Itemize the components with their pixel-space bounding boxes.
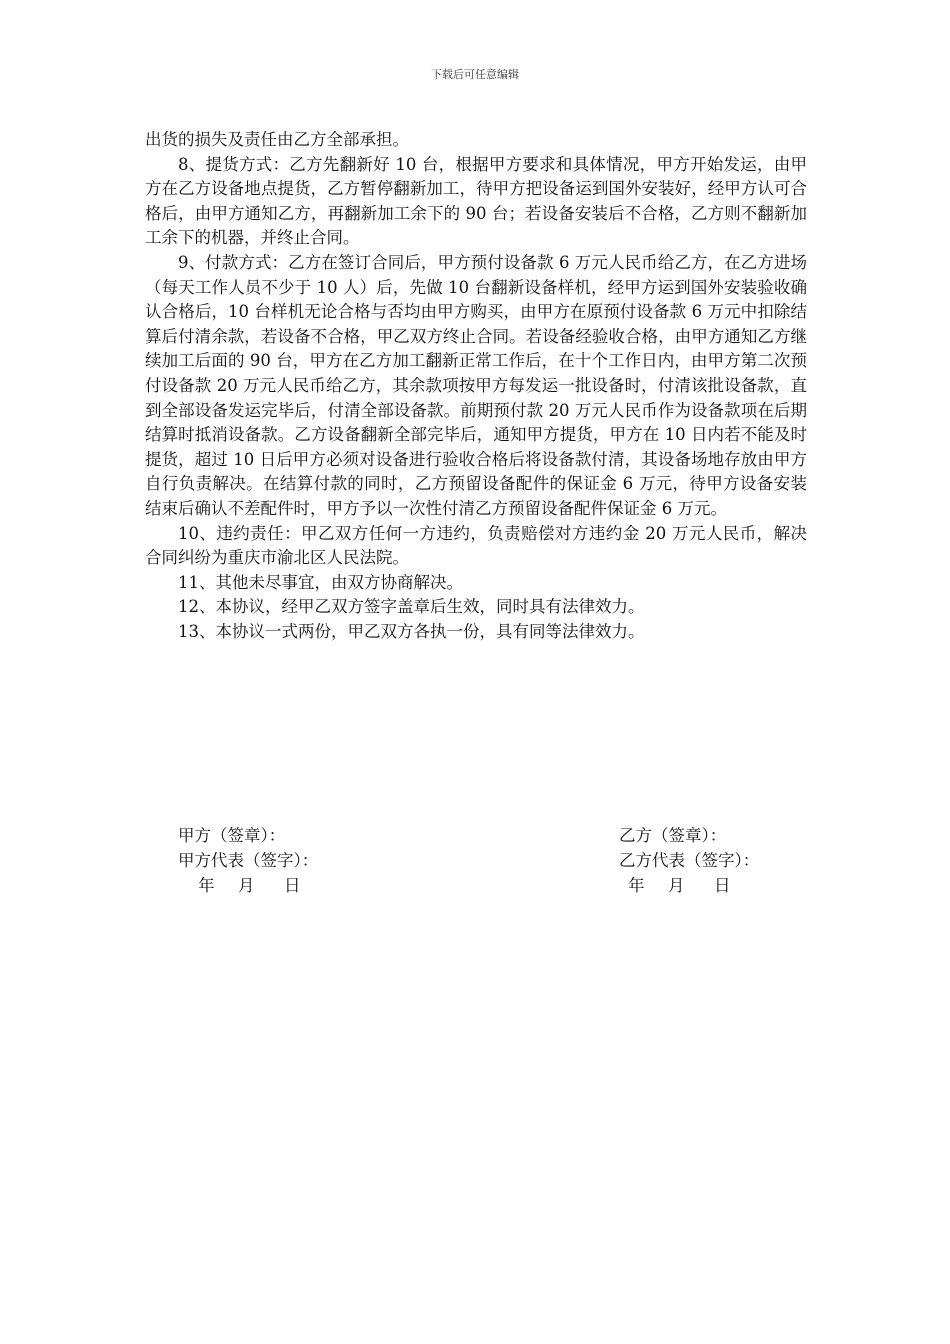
party-a-date-day: 日 (284, 876, 301, 895)
party-b-date-day: 日 (714, 876, 731, 895)
party-b-signature (619, 823, 759, 898)
party-a-seal-label: 甲方（签章）： (178, 826, 286, 845)
party-a-date-year: 年 (198, 876, 215, 895)
paragraph-clause-10: 10、违约责任：甲乙双方任何一方违约，负责赔偿对方违约金 20 万元人民币，解决合同纠纷为重庆市渝北区人民法院。 (145, 523, 807, 568)
paragraph-continuation: 出货的损失及责任由乙方全部承担。 (145, 130, 409, 149)
paragraph-clause-12: 12、本协议，经甲乙双方签字盖章后生效，同时具有法律效力。 (178, 597, 645, 617)
paragraph-clause-9: 9、付款方式：乙方在签订合同后，甲方预付设备款 6 万元人民币给乙方，在乙方进场（每天工作人员不少于 10 人）后，先做 10 台翻新设备样机，经甲方运到国外安装验收确认合格后，10 台样机无论合格与否均由甲方购买，由甲方在原预付设备款 6 万元中扣除结算后付清余款，若设备不合格，甲乙双方终止合同。若设备经验收合格，由甲方通知乙方继续加工后面的 90 台，甲方在乙方加工翻新正常工作后，在十个工作日内，由甲方第二次预付设备款 20 万元人民币给乙方，其余款项按甲方每发运一批设备时，付清该批设备款，直到全部设备发运完毕后，付清全部设备款。前期预付款 20 万元人民币作为设备款项在后期结算时抵消设备款。乙方设备翻新全部完毕后，通知甲方提货，甲方在 10 日内若不能及时提货，超过 10 日后甲方必须对设备进行验收合格后将设备款付清，其设备场地存放由甲方自行负责解决。在结算付款的同时，乙方预留设备配件的保证金 6 万元，待甲方设备安装结束后确认不差配件时，甲方予以一次性付清乙方预留设备配件保证金 6 万元。 (145, 252, 807, 518)
paragraph-clause-11: 11、其他未尽事宜，由双方协商解决。 (178, 572, 463, 592)
party-b-rep-label: 乙方代表（签字）： (619, 851, 760, 870)
page-header: 下载后可任意编辑 (431, 68, 519, 81)
party-b-date-year: 年 (628, 876, 645, 895)
paragraph-clause-13: 13、本协议一式两份，甲乙双方各执一份，具有同等法律效力。 (178, 621, 645, 641)
party-a-rep-label: 甲方代表（签字）： (178, 851, 319, 870)
party-b-date (619, 873, 759, 898)
party-b-seal-label: 乙方（签章）： (619, 826, 727, 845)
party-b-date-month: 月 (668, 876, 685, 895)
contract-body (145, 128, 807, 644)
party-a-signature (178, 823, 318, 898)
party-a-date (178, 873, 318, 898)
party-a-date-month: 月 (238, 876, 255, 895)
paragraph-clause-8: 8、提货方式：乙方先翻新好 10 台，根据甲方要求和具体情况，甲方开始发运，由甲方在乙方设备地点提货，乙方暂停翻新加工，待甲方把设备运到国外安装好，经甲方认可合格后，由甲方通知乙方，再翻新加工余下的 90 台；若设备安装后不合格，乙方则不翻新加工余下的机器，并终止合同。 (145, 154, 807, 248)
